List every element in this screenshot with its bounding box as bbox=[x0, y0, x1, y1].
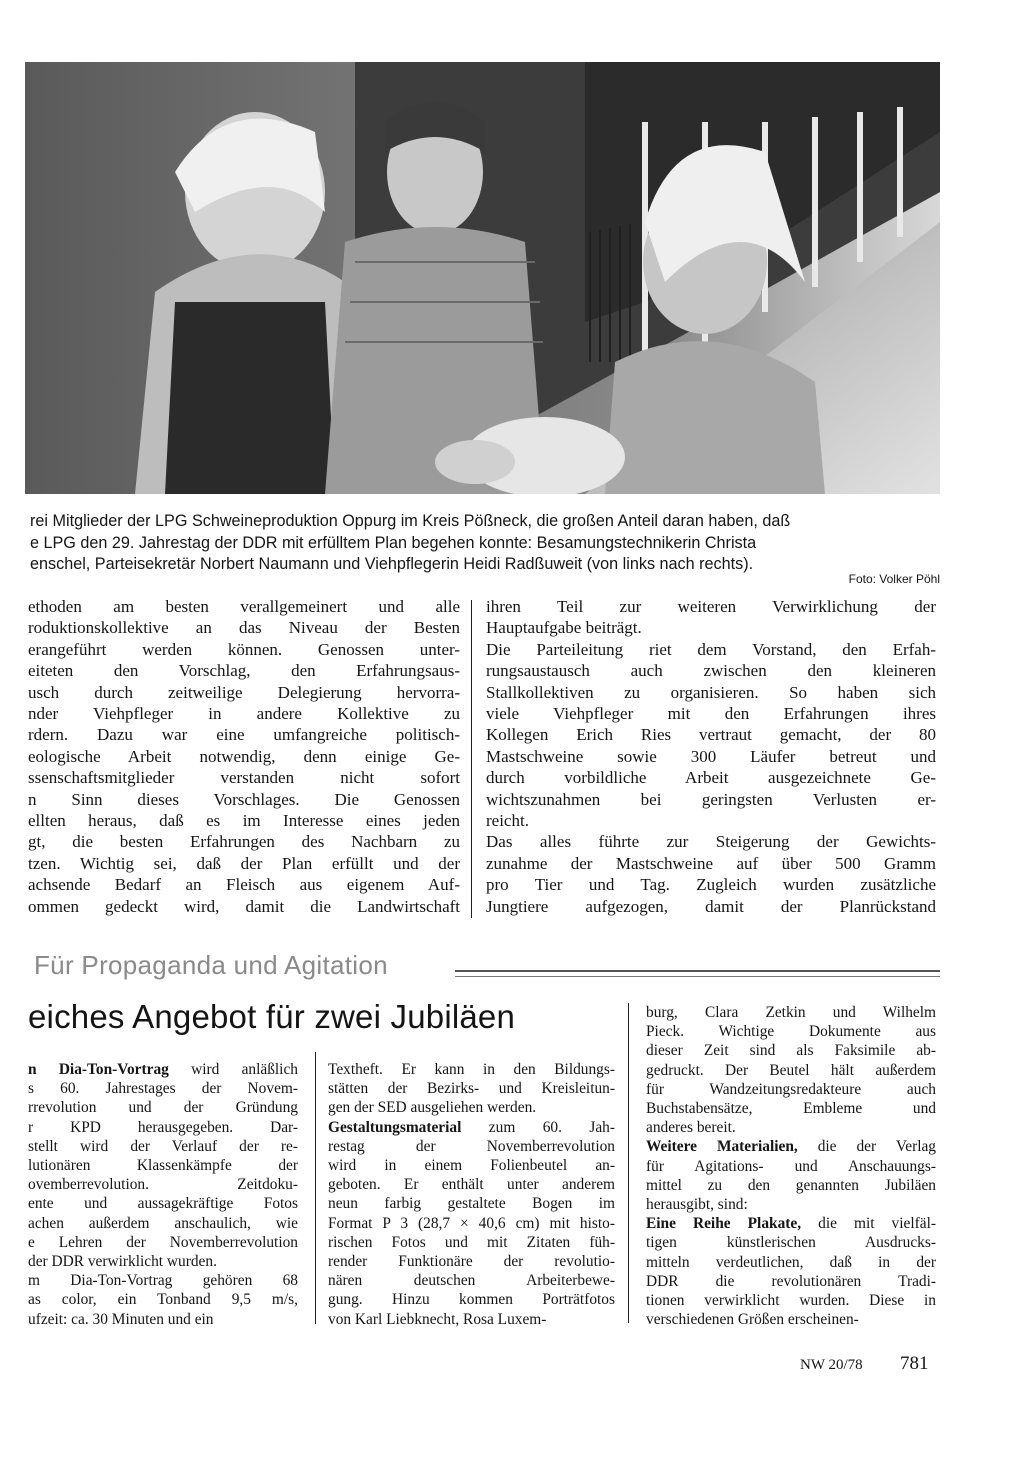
text-line: n Sinn dieses Vorschlages. Die Genossen bbox=[28, 789, 460, 809]
text-line: der DDR verwirklicht wurden. bbox=[28, 1253, 217, 1271]
text-line: r KPD herausgegeben. Dar- bbox=[28, 1118, 298, 1136]
text-line: tzen. Wichtig sei, daß der Plan erfüllt und der bbox=[28, 853, 460, 873]
bold-lead-in: Eine Reihe Plakate, bbox=[646, 1215, 802, 1233]
text-line: e Lehren der Novemberrevolution bbox=[28, 1233, 298, 1251]
rubric-rule bbox=[455, 970, 940, 977]
text-line: nder Viehpfleger in andere Kollektive zu bbox=[28, 704, 460, 724]
text-line: geboten. Er enthält unter anderem bbox=[328, 1176, 615, 1194]
text-line: wird in einem Folienbeutel an- bbox=[328, 1157, 615, 1175]
section-rubric: Für Propaganda und Agitation bbox=[34, 950, 388, 980]
text-line: gung. Hinzu kommen Porträtfotos bbox=[328, 1291, 615, 1309]
caption-line: enschel, Parteisekretär Norbert Naumann und Viehpflegerin Heidi Radßuweit (von links nach rechts). bbox=[30, 555, 754, 573]
text-line: tionen verwirklicht wurden. Diese in bbox=[646, 1292, 936, 1310]
text-line: m Dia-Ton-Vortrag gehören 68 bbox=[28, 1272, 298, 1290]
text-line: lutionären Klassenkämpfe der bbox=[28, 1157, 298, 1175]
text-line: Stallkollektiven zu organisieren. So haben sich bbox=[486, 682, 936, 702]
text-line: Kollegen Erich Ries vertraut gemacht, der 80 bbox=[486, 725, 936, 745]
text-line: Mastschweine sowie 300 Läufer betreut und bbox=[486, 746, 936, 766]
text-line: Pieck. Wichtige Dokumente aus bbox=[646, 1023, 936, 1041]
text-line: usch durch zeitweilige Delegierung hervorra- bbox=[28, 682, 460, 702]
text-line: ovemberrevolution. Zeitdoku- bbox=[28, 1176, 298, 1194]
text-line: dieser Zeit sind als Faksimile ab- bbox=[646, 1042, 936, 1060]
text-line: rrevolution und der Gründung bbox=[28, 1099, 298, 1117]
text-line: ihren Teil zur weiteren Verwirklichung der bbox=[486, 597, 936, 616]
text-line: für Agitations- und Anschauungs- bbox=[646, 1157, 936, 1175]
photo-illustration bbox=[25, 62, 940, 494]
bold-lead-in: Weitere Materialien, bbox=[646, 1138, 798, 1156]
text-line: Eine Reihe Plakate, die mit vielfäl- bbox=[646, 1215, 936, 1233]
text-line: stätten der Bezirks- und Kreisleitun- bbox=[328, 1080, 615, 1098]
text-line: tigen künstlerischen Ausdrucks- bbox=[646, 1234, 936, 1252]
text-line: render Funktionäre der revolutio- bbox=[328, 1253, 615, 1271]
text-line: Gestaltungsmaterial zum 60. Jah- bbox=[328, 1118, 615, 1136]
text-line: verschiedenen Größen erscheinen- bbox=[646, 1311, 859, 1329]
text-line: eiteten den Vorschlag, den Erfahrungsaus- bbox=[28, 661, 460, 681]
article-column-right bbox=[486, 596, 936, 917]
column-divider bbox=[628, 1003, 629, 1323]
text-line: achsende Bedarf an Fleisch aus eigenem Auf- bbox=[28, 875, 460, 895]
column-divider bbox=[315, 1052, 316, 1324]
text-line: ssenschaftsmitglieder verstanden nicht sofort bbox=[28, 768, 460, 788]
article-column-left bbox=[28, 596, 460, 917]
text-line: burg, Clara Zetkin und Wilhelm bbox=[646, 1004, 936, 1021]
article-column-1 bbox=[28, 1060, 298, 1329]
text-line: mittel zu den genannten Jubiläen bbox=[646, 1176, 936, 1194]
text-line: neun farbig gestaltete Bogen im bbox=[328, 1195, 615, 1213]
text-line: zunahme der Mastschweine auf über 500 Gramm bbox=[486, 853, 936, 873]
text-line: gt, die besten Erfahrungen des Nachbarn zu bbox=[28, 832, 460, 852]
text-line: stellt wird der Verlauf der re- bbox=[28, 1137, 298, 1155]
article-column-2 bbox=[328, 1060, 615, 1329]
text-line: anderes bereit. bbox=[646, 1119, 736, 1137]
text-line: Weitere Materialien, die der Verlag bbox=[646, 1138, 936, 1156]
bold-lead-in: Gestaltungsmaterial bbox=[328, 1118, 462, 1136]
page-number: 781 bbox=[900, 1353, 929, 1374]
text-line: Jungtiere aufgezogen, damit der Planrückstand bbox=[486, 896, 936, 916]
article-column-3 bbox=[646, 1003, 936, 1329]
text-line: reicht. bbox=[486, 811, 529, 831]
column-divider bbox=[471, 600, 472, 918]
article-headline: eiches Angebot für zwei Jubiläen bbox=[28, 998, 516, 1035]
text-line: herausgibt, sind: bbox=[646, 1196, 748, 1214]
article-photo bbox=[25, 62, 940, 494]
text-line: Die Parteileitung riet dem Vorstand, den Erfah- bbox=[486, 639, 936, 659]
text-line: s 60. Jahrestages der Novem- bbox=[28, 1080, 298, 1098]
text-line: achen außerdem anschaulich, wie bbox=[28, 1214, 298, 1232]
photo-caption bbox=[30, 511, 940, 576]
text-line: rdern. Dazu war eine umfangreiche politisch- bbox=[28, 725, 460, 745]
caption-line: e LPG den 29. Jahrestag der DDR mit erfülltem Plan begehen konnte: Besamungstechnikerin Christa bbox=[30, 533, 757, 552]
text-line: roduktionskollektive an das Niveau der Besten bbox=[28, 618, 460, 638]
text-line: restag der Novemberrevolution bbox=[328, 1137, 615, 1155]
text-line: Buchstabensätze, Embleme und bbox=[646, 1100, 936, 1118]
text-line: eologische Arbeit notwendig, denn einige Ge- bbox=[28, 746, 460, 766]
text-line: ufzeit: ca. 30 Minuten und ein bbox=[28, 1310, 214, 1328]
photo-credit: Foto: Volker Pöhl bbox=[848, 572, 940, 586]
text-line: ommen gedeckt wird, damit die Landwirtschaft bbox=[28, 896, 460, 916]
text-line: rungsaustausch auch zwischen den kleineren bbox=[486, 661, 936, 681]
text-line: ellten heraus, daß es im Interesse eines jeden bbox=[28, 811, 460, 831]
text-line: Hauptaufgabe beiträgt. bbox=[486, 618, 642, 638]
text-line: nären deutschen Arbeiterbewe- bbox=[328, 1272, 615, 1290]
text-line: as color, ein Tonband 9,5 m/s, bbox=[28, 1291, 298, 1309]
text-line: erangeführt werden können. Genossen unter- bbox=[28, 639, 460, 659]
caption-line: rei Mitglieder der LPG Schweineproduktion Oppurg im Kreis Pößneck, die großen Anteil daran haben, daß bbox=[30, 512, 791, 530]
text-line: für Wandzeitungsredakteure auch bbox=[646, 1080, 936, 1098]
text-line: viele Viehpfleger mit den Erfahrungen ihres bbox=[486, 704, 936, 724]
text-line: Das alles führte zur Steigerung der Gewichts- bbox=[486, 832, 936, 852]
text-line: Textheft. Er kann in den Bildungs- bbox=[328, 1061, 615, 1078]
text-line: rischen Fotos und mit Zitaten füh- bbox=[328, 1233, 615, 1251]
text-line: mitteln verdeutlichen, daß in der bbox=[646, 1253, 936, 1271]
issue-folio: NW 20/78 bbox=[800, 1357, 863, 1373]
text-line: pro Tier und Tag. Zugleich wurden zusätzliche bbox=[486, 875, 936, 895]
text-line: wichtszunahmen bei geringsten Verlusten er- bbox=[486, 789, 936, 809]
text-line: Format P 3 (28,7 × 40,6 cm) mit histo- bbox=[328, 1214, 615, 1232]
text-line: gen der SED ausgeliehen werden. bbox=[328, 1099, 537, 1117]
text-line: von Karl Liebknecht, Rosa Luxem- bbox=[328, 1310, 547, 1328]
text-line: gedruckt. Der Beutel hält außerdem bbox=[646, 1061, 936, 1079]
text-line: ente und aussagekräftige Fotos bbox=[28, 1195, 298, 1213]
text-line: durch vorbildliche Arbeit ausgezeichnete Ge- bbox=[486, 768, 936, 788]
text-line: DDR die revolutionären Tradi- bbox=[646, 1272, 936, 1290]
text-line: ethoden am besten verallgemeinert und alle bbox=[28, 597, 460, 616]
bold-lead-in: n Dia-Ton-Vortrag bbox=[28, 1061, 169, 1078]
text-line: n Dia-Ton-Vortrag wird anläßlich bbox=[28, 1061, 298, 1078]
